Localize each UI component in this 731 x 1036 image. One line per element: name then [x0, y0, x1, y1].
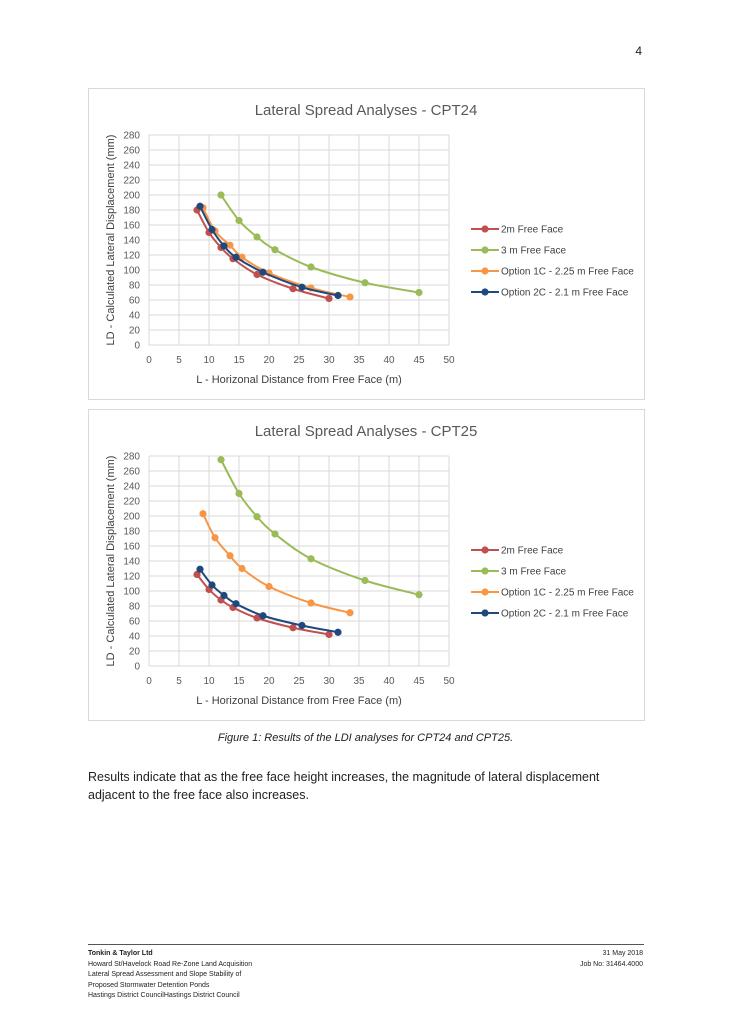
x-tick-label: 25	[293, 676, 305, 687]
legend-swatch-marker-3-m-free-face	[481, 567, 488, 574]
y-tick-label: 80	[128, 280, 140, 292]
x-tick-label: 20	[263, 355, 275, 366]
data-point-3-m-free-face	[271, 530, 278, 537]
y-tick-label: 160	[123, 220, 140, 232]
data-point-3-m-free-face	[253, 513, 260, 520]
data-point-option-1c-2-25-m-free-face	[199, 510, 206, 517]
y-tick-label: 120	[123, 571, 140, 583]
data-point-option-1c-2-25-m-free-face	[211, 534, 218, 541]
x-tick-label: 25	[293, 355, 305, 366]
x-tick-label: 5	[176, 355, 182, 366]
y-tick-label: 20	[128, 325, 140, 337]
y-tick-label: 80	[128, 601, 140, 613]
data-point-option-2c-2-1-m-free-face	[208, 581, 215, 588]
chart-title: Lateral Spread Analyses - CPT24	[254, 102, 478, 119]
footer-report-title-1: Lateral Spread Assessment and Slope Stability of	[88, 971, 242, 978]
data-point-option-2c-2-1-m-free-face	[196, 566, 203, 573]
x-tick-label: 45	[413, 355, 425, 366]
y-tick-label: 120	[123, 250, 140, 262]
y-tick-label: 260	[123, 466, 140, 478]
x-tick-label: 5	[176, 676, 182, 687]
data-point-option-2c-2-1-m-free-face	[220, 242, 227, 249]
data-point-option-2c-2-1-m-free-face	[232, 600, 239, 607]
data-point-option-2c-2-1-m-free-face	[208, 226, 215, 233]
footer-right	[580, 949, 643, 970]
y-tick-label: 140	[123, 556, 140, 568]
legend-label-option-1c-2-25-m-free-face: Option 1C - 2.25 m Free Face	[501, 587, 634, 599]
footer-left	[88, 949, 252, 1002]
data-point-2m-free-face	[289, 285, 296, 292]
y-tick-label: 220	[123, 175, 140, 187]
data-point-option-2c-2-1-m-free-face	[220, 592, 227, 599]
legend-swatch-marker-option-2c-2-1-m-free-face	[481, 288, 488, 295]
x-tick-label: 50	[443, 355, 455, 366]
chart-cpt24	[88, 88, 645, 400]
legend-label-2m-free-face: 2m Free Face	[501, 545, 564, 557]
data-point-option-2c-2-1-m-free-face	[334, 292, 341, 299]
legend-label-3-m-free-face: 3 m Free Face	[501, 245, 567, 257]
y-tick-label: 200	[123, 190, 140, 202]
data-point-option-2c-2-1-m-free-face	[196, 203, 203, 210]
x-tick-label: 40	[383, 355, 395, 366]
footer-date: 31 May 2018	[602, 950, 643, 957]
data-point-3-m-free-face	[415, 591, 422, 598]
y-tick-label: 200	[123, 511, 140, 523]
y-tick-label: 40	[128, 310, 140, 322]
y-tick-label: 240	[123, 481, 140, 493]
x-tick-label: 30	[323, 676, 335, 687]
y-tick-label: 60	[128, 616, 140, 628]
y-tick-label: 20	[128, 646, 140, 658]
data-point-option-1c-2-25-m-free-face	[265, 583, 272, 590]
y-tick-label: 60	[128, 295, 140, 307]
data-point-option-1c-2-25-m-free-face	[346, 293, 353, 300]
x-axis-title: L - Horizonal Distance from Free Face (m)	[196, 695, 402, 707]
data-point-3-m-free-face	[307, 263, 314, 270]
x-tick-label: 0	[146, 355, 152, 366]
y-tick-label: 180	[123, 205, 140, 217]
footer-report-title-2: Proposed Stormwater Detention Ponds	[88, 981, 210, 989]
y-tick-label: 220	[123, 496, 140, 508]
legend-label-2m-free-face: 2m Free Face	[501, 224, 564, 236]
x-tick-label: 35	[353, 676, 365, 687]
footer-divider	[88, 944, 644, 945]
data-point-3-m-free-face	[235, 217, 242, 224]
data-point-3-m-free-face	[235, 490, 242, 497]
x-tick-label: 20	[263, 676, 275, 687]
chart-cpt25-svg	[89, 410, 644, 720]
legend-label-option-2c-2-1-m-free-face: Option 2C - 2.1 m Free Face	[501, 608, 629, 620]
chart-title: Lateral Spread Analyses - CPT25	[254, 423, 478, 440]
legend-label-3-m-free-face: 3 m Free Face	[501, 566, 567, 578]
data-point-option-2c-2-1-m-free-face	[259, 612, 266, 619]
y-tick-label: 140	[123, 235, 140, 247]
data-point-3-m-free-face	[307, 555, 314, 562]
y-tick-label: 100	[123, 265, 140, 277]
data-point-3-m-free-face	[415, 289, 422, 296]
y-tick-label: 280	[123, 130, 140, 142]
x-tick-label: 10	[203, 676, 215, 687]
x-axis-title: L - Horizonal Distance from Free Face (m)	[196, 374, 402, 386]
data-point-option-2c-2-1-m-free-face	[334, 629, 341, 636]
data-point-option-1c-2-25-m-free-face	[307, 599, 314, 606]
y-tick-label: 280	[123, 451, 140, 463]
body-paragraph: Results indicate that as the free face height increases, the magnitude of lateral displacement adjacent to the free face also increases.	[88, 770, 600, 802]
data-point-3-m-free-face	[361, 279, 368, 286]
x-tick-label: 45	[413, 676, 425, 687]
y-axis-title: LD - Calculated Lateral Displacement (mm)	[105, 455, 117, 667]
data-point-3-m-free-face	[253, 233, 260, 240]
data-point-option-2c-2-1-m-free-face	[298, 284, 305, 291]
y-tick-label: 0	[134, 661, 140, 673]
y-tick-label: 0	[134, 340, 140, 352]
footer-client: Hastings District CouncilHastings District Council	[88, 992, 240, 999]
data-point-2m-free-face	[325, 295, 332, 302]
y-tick-label: 40	[128, 631, 140, 643]
legend-swatch-marker-2m-free-face	[481, 546, 488, 553]
y-tick-label: 240	[123, 160, 140, 172]
data-point-2m-free-face	[289, 624, 296, 631]
x-tick-label: 50	[443, 676, 455, 687]
data-point-3-m-free-face	[361, 577, 368, 584]
x-tick-label: 40	[383, 676, 395, 687]
legend-swatch-marker-3-m-free-face	[481, 246, 488, 253]
page-number: 4	[635, 44, 642, 58]
data-point-option-2c-2-1-m-free-face	[298, 622, 305, 629]
legend-swatch-marker-option-2c-2-1-m-free-face	[481, 609, 488, 616]
data-point-option-2c-2-1-m-free-face	[232, 254, 239, 261]
chart-cpt25	[88, 409, 645, 721]
y-tick-label: 160	[123, 541, 140, 553]
data-point-option-1c-2-25-m-free-face	[238, 565, 245, 572]
legend-swatch-marker-2m-free-face	[481, 225, 488, 232]
y-axis-title: LD - Calculated Lateral Displacement (mm)	[105, 134, 117, 346]
x-tick-label: 15	[233, 676, 245, 687]
legend-swatch-marker-option-1c-2-25-m-free-face	[481, 588, 488, 595]
data-point-3-m-free-face	[217, 456, 224, 463]
y-tick-label: 180	[123, 526, 140, 538]
x-tick-label: 30	[323, 355, 335, 366]
legend-swatch-marker-option-1c-2-25-m-free-face	[481, 267, 488, 274]
x-tick-label: 10	[203, 355, 215, 366]
legend-label-option-1c-2-25-m-free-face: Option 1C - 2.25 m Free Face	[501, 266, 634, 278]
chart-cpt24-svg	[89, 89, 644, 399]
figure-caption: Figure 1: Results of the LDI analyses for CPT24 and CPT25.	[217, 732, 514, 744]
data-point-3-m-free-face	[271, 246, 278, 253]
data-point-option-1c-2-25-m-free-face	[226, 552, 233, 559]
y-tick-label: 260	[123, 145, 140, 157]
y-tick-label: 100	[123, 586, 140, 598]
data-point-option-1c-2-25-m-free-face	[346, 609, 353, 616]
data-point-option-2c-2-1-m-free-face	[259, 269, 266, 276]
data-point-3-m-free-face	[217, 191, 224, 198]
x-tick-label: 35	[353, 355, 365, 366]
footer-project: Howard St/Havelock Road Re-Zone Land Acquisition	[88, 960, 253, 968]
x-tick-label: 15	[233, 355, 245, 366]
footer-company: Tonkin & Taylor Ltd	[88, 950, 153, 957]
x-tick-label: 0	[146, 676, 152, 687]
legend-label-option-2c-2-1-m-free-face: Option 2C - 2.1 m Free Face	[501, 287, 629, 299]
footer-job-number: Job No: 31464.4000	[579, 960, 643, 968]
